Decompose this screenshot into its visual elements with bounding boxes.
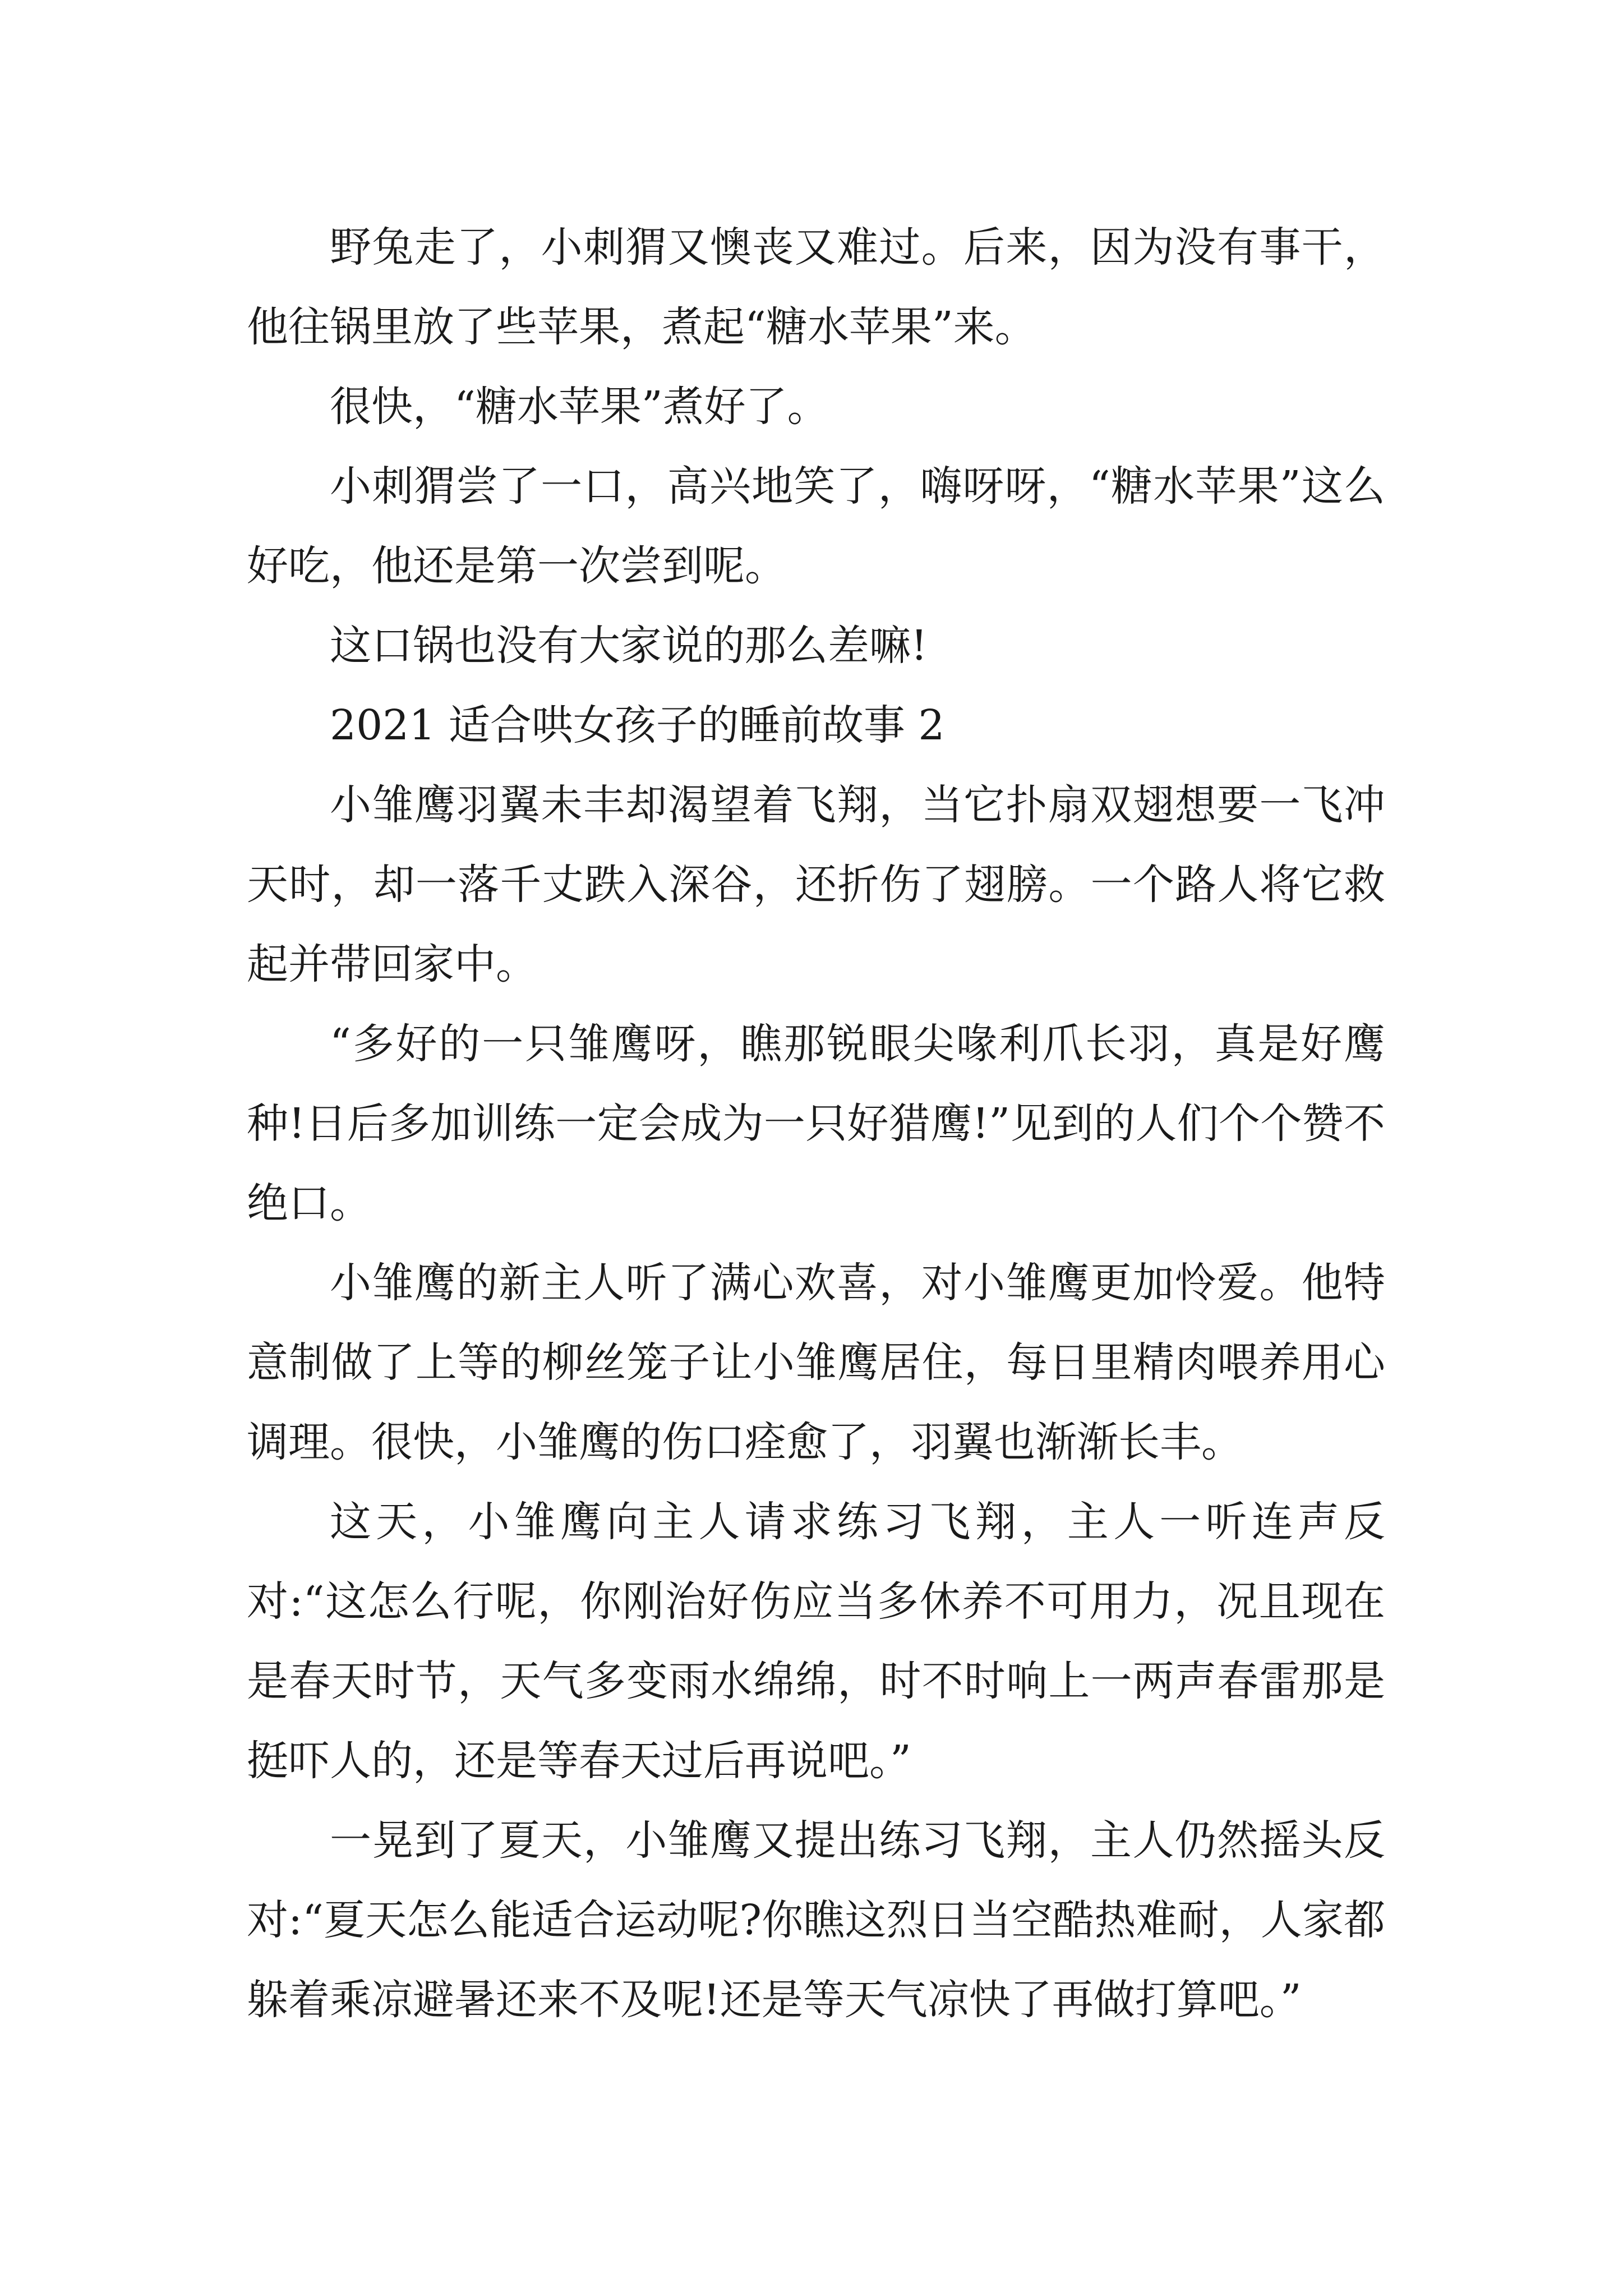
paragraph: 这口锅也没有大家说的那么差嘛!: [330, 622, 928, 670]
paragraph: 很快，“糖水苹果”煮好了。: [330, 383, 829, 431]
story-paragraph: “多好的一只雏鹰呀，瞧那锐眼尖喙利爪长羽，真是好鹰种!日后多加训练一定会成为一只好猎鹰!”见到的人们个个赞不绝口。: [247, 1020, 1385, 1227]
story-paragraph: 一晃到了夏天，小雏鹰又提出练习飞翔，主人仍然摇头反对:“夏天怎么能适合运动呢?你瞧这烈日当空酷热难耐，人家都躲着乘凉避暑还来不及呢!还是等天气凉快了再做打算吧。”: [247, 1816, 1385, 2024]
section-title: 2021 适合哄女孩子的睡前故事 2: [330, 701, 945, 749]
document-body: [247, 208, 1385, 2040]
story-paragraph: 小雏鹰羽翼未丰却渴望着飞翔，当它扑扇双翅想要一飞冲天时，却一落千丈跌入深谷，还折伤了翅膀。一个路人将它救起并带回家中。: [247, 781, 1385, 988]
paragraph: 野兔走了，小刺猬又懊丧又难过。后来，因为没有事干，他往锅里放了些苹果，煮起“糖水苹果”来。: [247, 223, 1385, 351]
paragraph: 小刺猬尝了一口，高兴地笑了，嗨呀呀，“糖水苹果”这么好吃，他还是第一次尝到呢。: [247, 462, 1385, 590]
story-paragraph: 小雏鹰的新主人听了满心欢喜，对小雏鹰更加怜爱。他特意制做了上等的柳丝笼子让小雏鹰居住，每日里精肉喂养用心调理。很快，小雏鹰的伤口痊愈了，羽翼也渐渐长丰。: [247, 1259, 1385, 1466]
story-paragraph: 这天，小雏鹰向主人请求练习飞翔，主人一听连声反对:“这怎么行呢，你刚治好伤应当多休养不可用力，况且现在是春天时节，天气多变雨水绵绵，时不时响上一两声春雷那是挺吓人的，还是等春天过后再说吧。”: [247, 1498, 1385, 1785]
